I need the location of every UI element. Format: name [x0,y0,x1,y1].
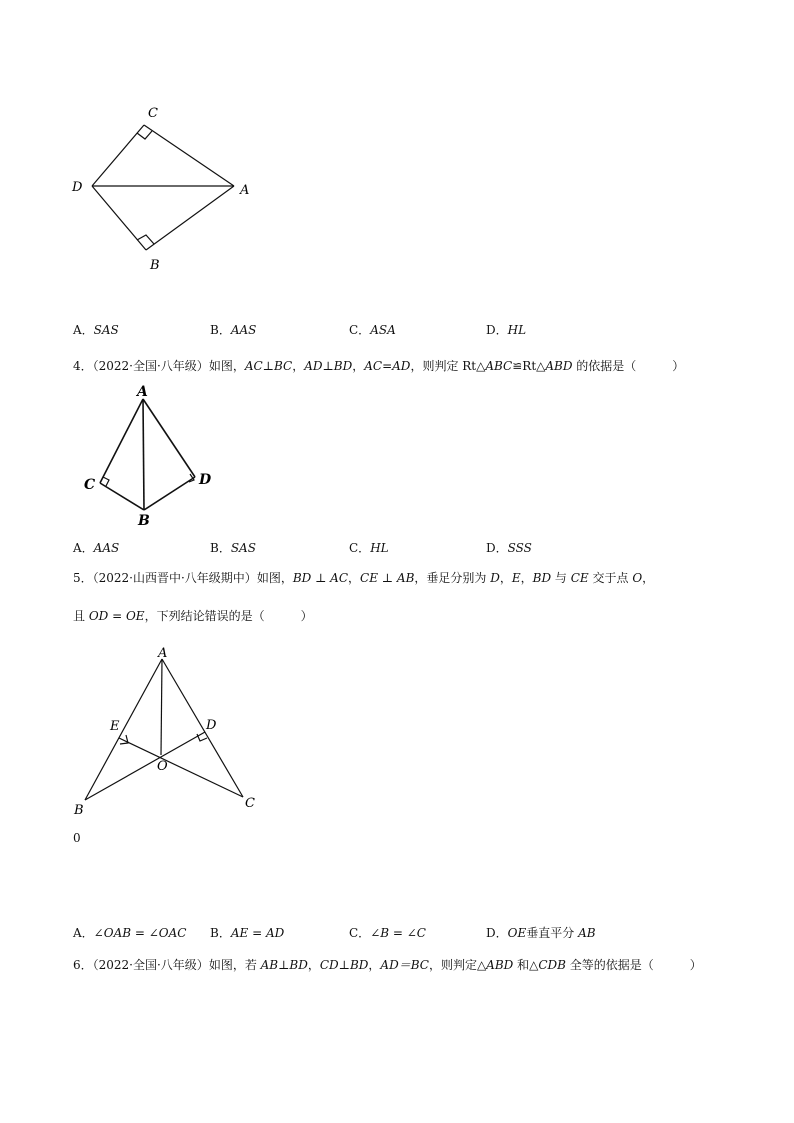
condition-od-eq-oe: OD = OE [88,609,145,623]
q3-option-b[interactable] [210,321,256,338]
stem-text: ，下列结论错误的是（ ） [144,609,313,623]
label-e: E [110,719,120,734]
segment-ce [119,738,243,797]
option-value: AAS [93,541,120,555]
point-d: D [490,571,500,585]
label-a: A [158,646,168,661]
condition-ac-perp-bc: AC⊥BC [244,359,293,373]
option-letter: B． [210,926,231,940]
q3-option-c[interactable] [349,321,396,338]
label-a: A [137,384,148,400]
condition-ad-eq-bc: AD＝BC [380,958,429,972]
q4-option-a[interactable] [73,539,119,556]
figure-3-triangle [65,640,275,820]
condition-ad-perp-bd: AD⊥BD [304,359,353,373]
label-o: O [157,759,168,774]
stem-text: ≌Rt△ [512,359,546,373]
label-c: C [245,796,255,811]
question-5-stem-line-1 [73,569,654,586]
q3-option-a[interactable] [73,321,119,338]
stem-text: 的依据是（ ） [572,359,685,373]
stem-sep: ， [499,571,512,585]
stem-sep: ， [307,958,320,972]
question-number: 5． [73,571,93,585]
option-letter: A． [73,541,94,555]
q5-option-b[interactable] [210,924,284,941]
question-source: （2022·山西晋中·八年级期中） [92,571,257,585]
option-letter: A． [73,323,94,337]
stem-text: 和△ [513,958,539,972]
condition-cd-perp-bd: CD⊥BD [319,958,369,972]
stem-sep: ， [520,571,533,585]
stem-text: 全等的依据是（ ） [565,958,702,972]
stem-text: ， [642,571,655,585]
stem-sep: ， [292,359,305,373]
question-source: （2022·全国·八年级） [92,958,209,972]
segment-ab [143,399,144,510]
option-value: OE [507,926,527,940]
stem-text: 如图， [256,571,293,585]
condition-ce-perp-ab: CE ⊥ AB [360,571,415,585]
q5-option-a[interactable] [73,924,186,941]
figure-2-kite [75,383,225,531]
question-4-stem [73,357,684,374]
segment-ce: CE [570,571,589,585]
right-angle-mark-c [137,131,152,139]
option-letter: A． [73,926,94,940]
label-c: C [148,106,158,121]
question-6-stem [73,956,702,973]
segment-dc [92,125,144,186]
condition-ac-eq-ad: AC=AD [364,359,411,373]
triangle-cdb: CDB [538,958,566,972]
option-value: SAS [93,323,119,337]
stem-text: ，则判定 Rt△ [410,359,486,373]
q4-option-d[interactable] [486,539,532,556]
condition-ab-perp-bd: AB⊥BD [260,958,308,972]
option-value: AE = AD [230,926,285,940]
segment-bd [144,477,195,510]
option-value: ∠OAB = ∠OAC [93,926,187,940]
label-b: B [150,258,160,273]
q4-option-b[interactable] [210,539,256,556]
option-value: AAS [230,323,257,337]
option-value: AB [578,926,596,940]
stray-mark: 0 [73,831,81,845]
option-value: ∠B = ∠C [370,926,426,940]
stem-text: 且 [73,609,89,623]
label-d: D [206,718,217,733]
stem-text: ，则判定△ [428,958,487,972]
option-value: ASA [370,323,396,337]
q5-option-d[interactable] [486,924,596,941]
segment-ac [162,659,243,797]
figure-1-quadrilateral [60,95,280,280]
option-letter: C． [349,926,371,940]
option-value: SSS [507,541,532,555]
question-5-stem-line-2 [73,607,313,624]
label-a: A [240,183,250,198]
option-value: HL [370,541,389,555]
segment-ad [143,399,195,477]
stem-text: 与 [551,571,571,585]
label-b: B [74,803,84,818]
triangle-abd: ABD [545,359,573,373]
option-letter: B． [210,541,231,555]
point-e: E [511,571,521,585]
option-letter: D． [486,541,508,555]
q3-option-d[interactable] [486,321,526,338]
question-number: 4． [73,359,93,373]
triangle-abd: ABD [486,958,514,972]
stem-text: 交于点 [588,571,633,585]
stem-text: ，垂足分别为 [414,571,491,585]
segment-ba [146,186,234,250]
stem-sep: ， [352,359,365,373]
stem-sep: ， [368,958,381,972]
label-d: D [72,180,83,195]
option-suffix: 垂直平分 [526,926,579,940]
segment-ac [100,399,143,483]
stem-text: 如图，若 [208,958,261,972]
option-letter: C． [349,323,371,337]
option-letter: B． [210,323,231,337]
point-o: O [632,571,643,585]
label-d: D [199,472,212,488]
question-number: 6． [73,958,93,972]
option-value: SAS [230,541,256,555]
stem-sep: ， [348,571,361,585]
question-source: （2022·全国·八年级） [92,359,209,373]
option-value: HL [507,323,527,337]
q5-option-c[interactable] [349,924,426,941]
segment-ca [144,125,234,186]
q4-option-c[interactable] [349,539,389,556]
segment-db [92,186,146,250]
option-letter: D． [486,323,508,337]
option-letter: D． [486,926,508,940]
triangle-abc: ABC [485,359,513,373]
segment-ao [161,659,162,755]
label-b: B [138,513,150,529]
option-letter: C． [349,541,371,555]
label-c: C [84,477,96,493]
segment-cb [100,483,144,510]
condition-bd-perp-ac: BD ⊥ AC [292,571,349,585]
stem-text: 如图， [208,359,245,373]
segment-bd: BD [532,571,552,585]
